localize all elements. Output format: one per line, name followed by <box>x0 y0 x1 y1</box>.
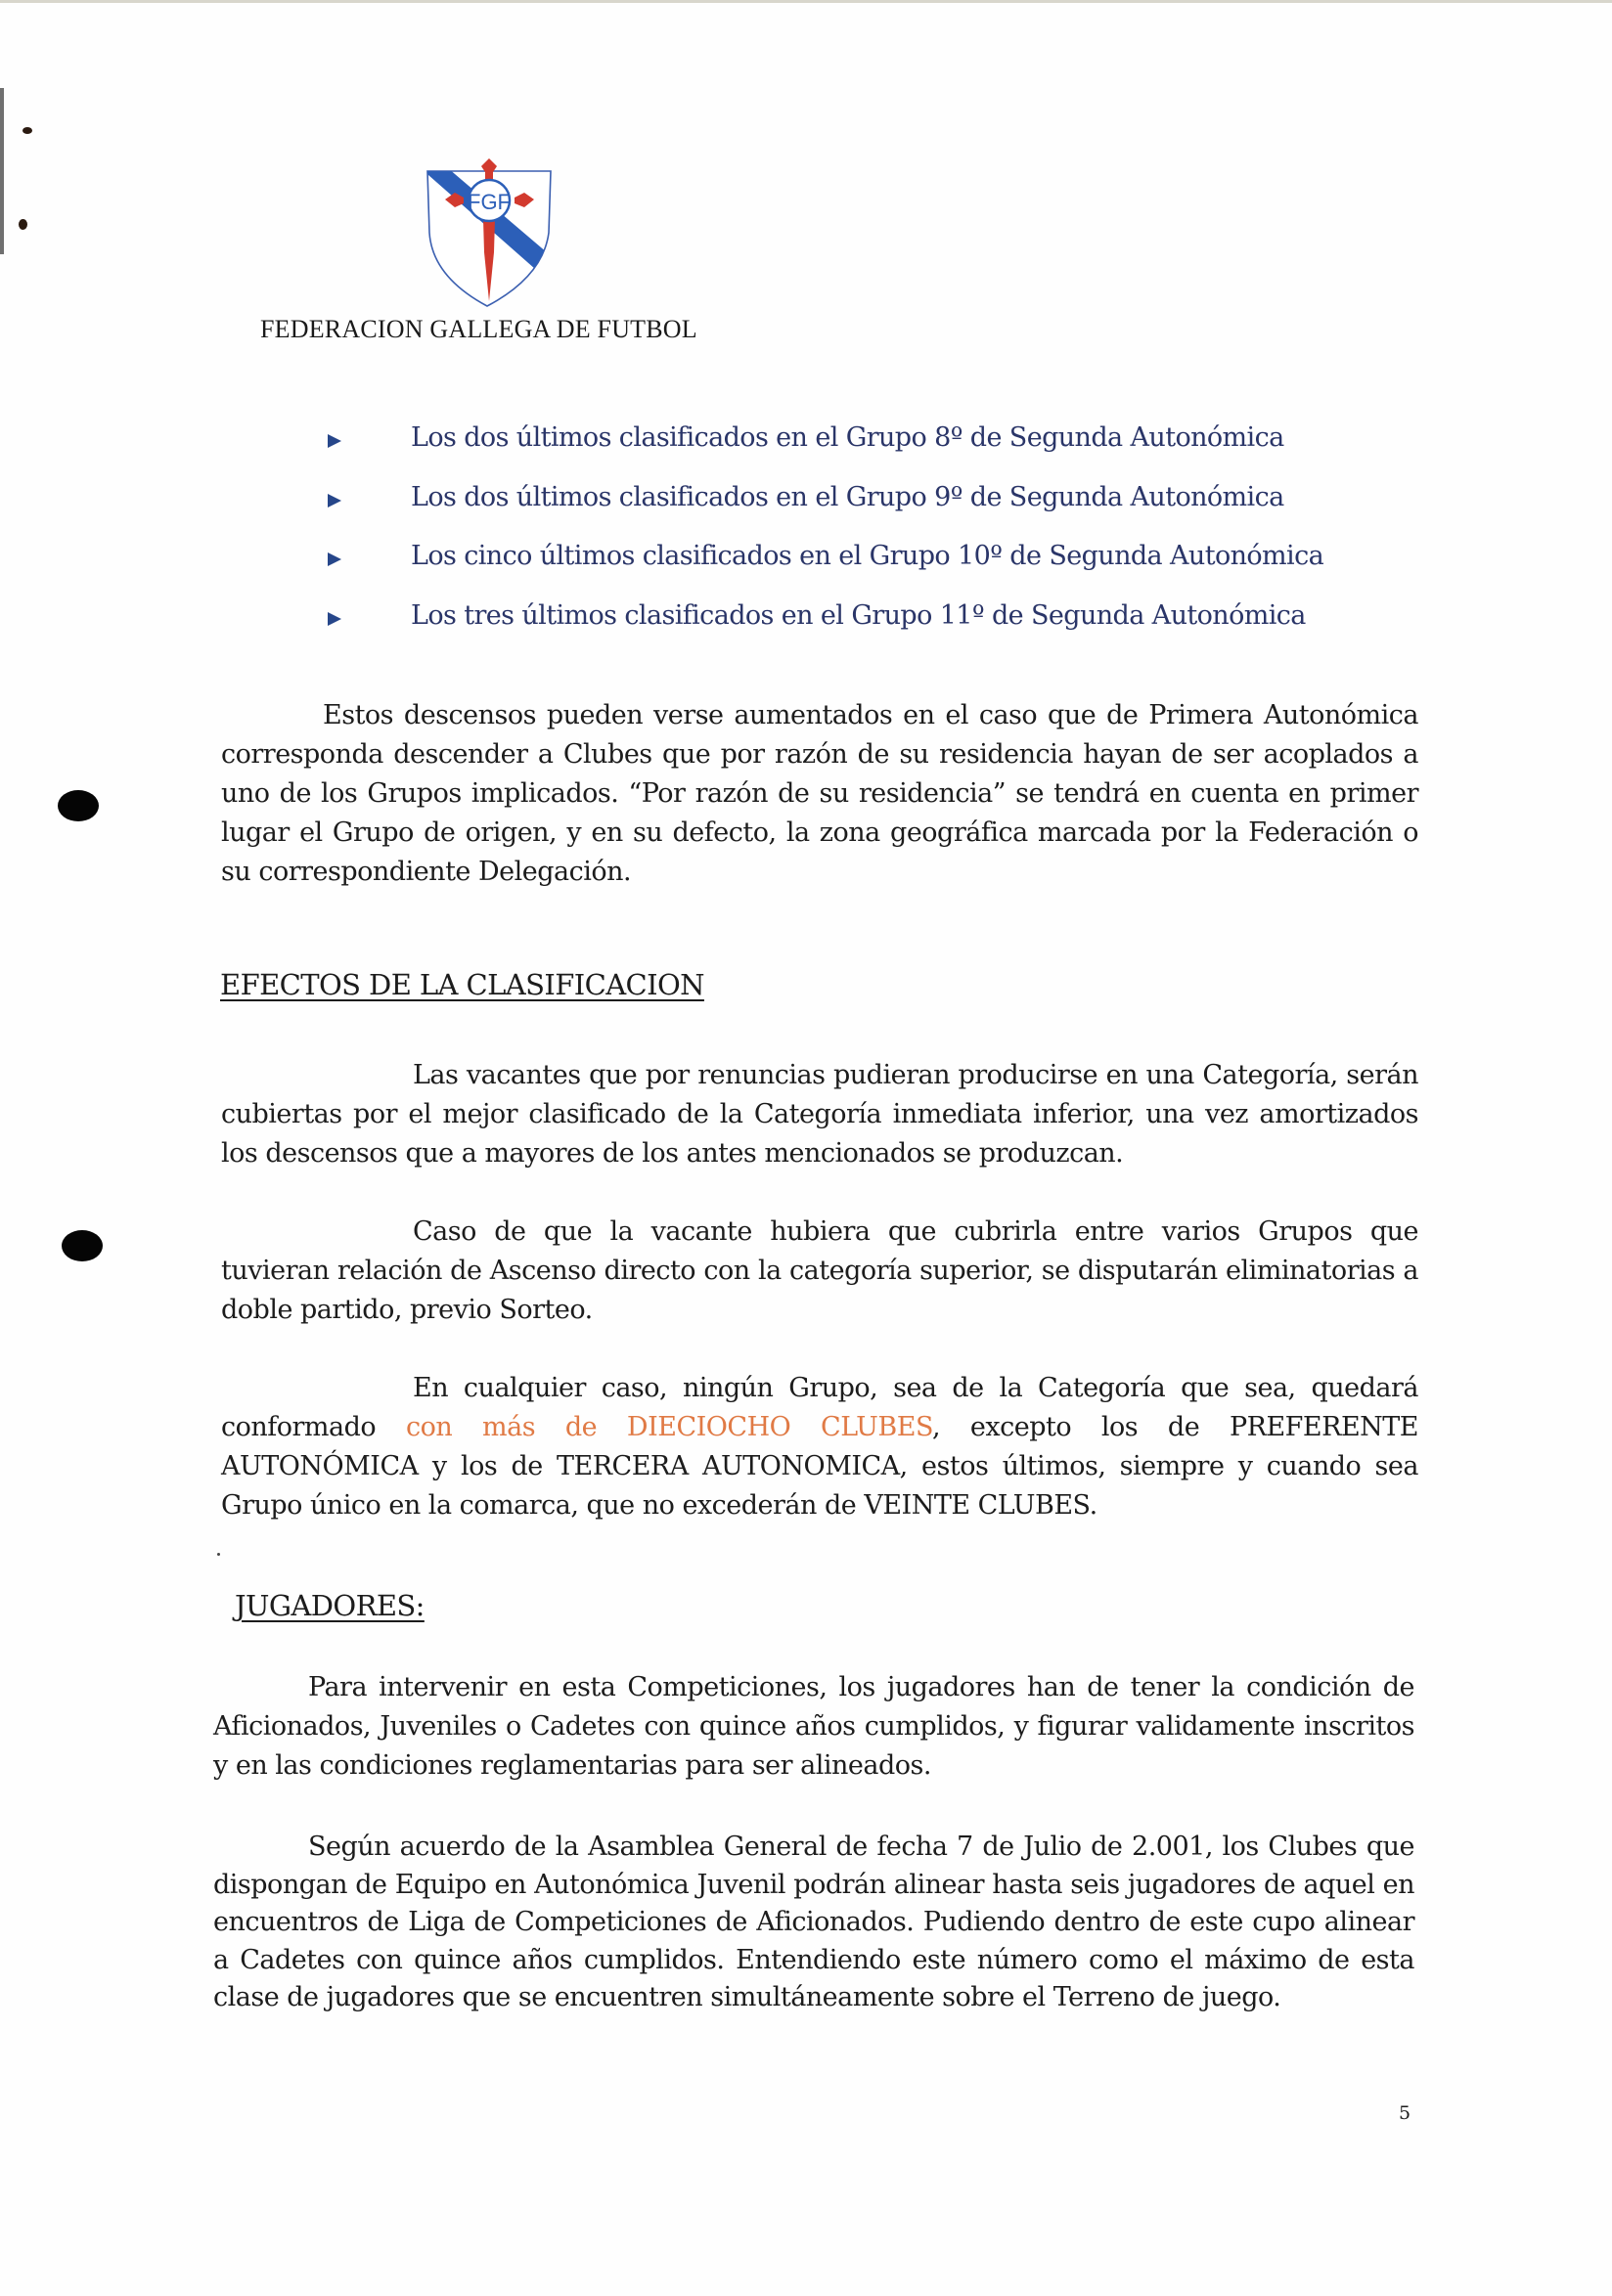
triangle-bullet-icon <box>328 494 341 508</box>
triangle-bullet-icon <box>328 552 341 566</box>
relegation-list <box>323 422 1399 659</box>
list-item <box>323 482 1399 542</box>
punch-hole-icon <box>62 1230 103 1261</box>
vacantes-paragraph: Las vacantes que por renuncias pudieran producirse en una Categoría, serán cubiertas por el mejor clasificado de la Categoría inmediata inferior, una vez amortizados los descensos que a mayores de los antes mencionados se produzcan. <box>221 1060 1418 1169</box>
limit-text-after: , excepto los de PREFERENTE AUTONÓMICA y los de TERCERA AUTONOMICA, estos últimos, siempre y cuando sea Grupo único en la comarca, que no excederán de VEINTE CLUBES. <box>221 1412 1419 1521</box>
scan-speck <box>22 127 32 134</box>
list-item-text: Los dos últimos clasificados en el Grupo 9º de Segunda Autonómica <box>411 481 1284 512</box>
limit-text-before: En cualquier caso, ningún Grupo, sea de la Categoría que sea, quedará conformado <box>221 1373 1418 1442</box>
section-heading-jugadores: JUGADORES: <box>235 1589 425 1622</box>
list-item-text: Los dos últimos clasificados en el Grupo 8º de Segunda Autonómica <box>411 422 1284 453</box>
organization-name: FEDERACION GALLEGA DE FUTBOL <box>260 315 697 343</box>
list-item <box>323 600 1399 660</box>
list-item-text: Los tres últimos clasificados en el Grupo 11º de Segunda Autonómica <box>411 599 1306 631</box>
triangle-bullet-icon <box>328 612 341 626</box>
scan-speck <box>217 1553 220 1556</box>
punch-hole-icon <box>58 790 99 821</box>
triangle-bullet-icon <box>328 434 341 448</box>
limit-highlight: con más de DIECIOCHO CLUBES <box>405 1412 933 1442</box>
limite-clubes-paragraph <box>221 1369 1418 1525</box>
scan-speck <box>19 219 27 230</box>
fgf-shield-logo-icon <box>421 155 558 311</box>
logo-monogram: FGF <box>468 190 511 214</box>
sorteo-paragraph: Caso de que la vacante hubiera que cubrirla entre varios Grupos que tuvieran relación de Ascenso directo con la categoría superior, se disputarán eliminatorias a doble partido, previo Sorteo. <box>221 1216 1418 1325</box>
descensos-paragraph: Estos descensos pueden verse aumentados en el caso que de Primera Autonómica corresponda descender a Clubes que por razón de su residencia hayan de ser acoplados a uno de los Grupos implicados. “Por razón de su residencia” se tendrá en cuenta en primer lugar el Grupo de origen, y en su defecto, la zona geográfica marcada por la Federación o su correspondiente Delegación. <box>221 700 1418 887</box>
scan-top-edge <box>0 0 1612 3</box>
asamblea-paragraph: Según acuerdo de la Asamblea General de fecha 7 de Julio de 2.001, los Clubes que dispongan de Equipo en Autonómica Juvenil podrán alinear hasta seis jugadores de aquel en encuentros de Liga de Competiciones de Aficionados. Pudiendo dentro de este cupo alinear a Cadetes con quince años cumplidos. Entendiendo este número como el máximo de esta clase de jugadores que se encuentren simultáneamente sobre el Terreno de juego. <box>213 1832 1414 2012</box>
page-number: 5 <box>1399 2102 1411 2124</box>
section-heading-efectos: EFECTOS DE LA CLASIFICACION <box>220 968 704 1001</box>
list-item-text: Los cinco últimos clasificados en el Grupo 10º de Segunda Autonómica <box>411 541 1324 571</box>
list-item <box>323 422 1399 482</box>
scan-left-edge <box>0 88 4 254</box>
list-item <box>323 541 1399 600</box>
jugadores-condicion-paragraph: Para intervenir en esta Competiciones, los jugadores han de tener la condición de Aficionados, Juveniles o Cadetes con quince años cumplidos, y figurar validamente inscritos y en las condiciones reglamentarias para ser alineados. <box>213 1672 1414 1781</box>
